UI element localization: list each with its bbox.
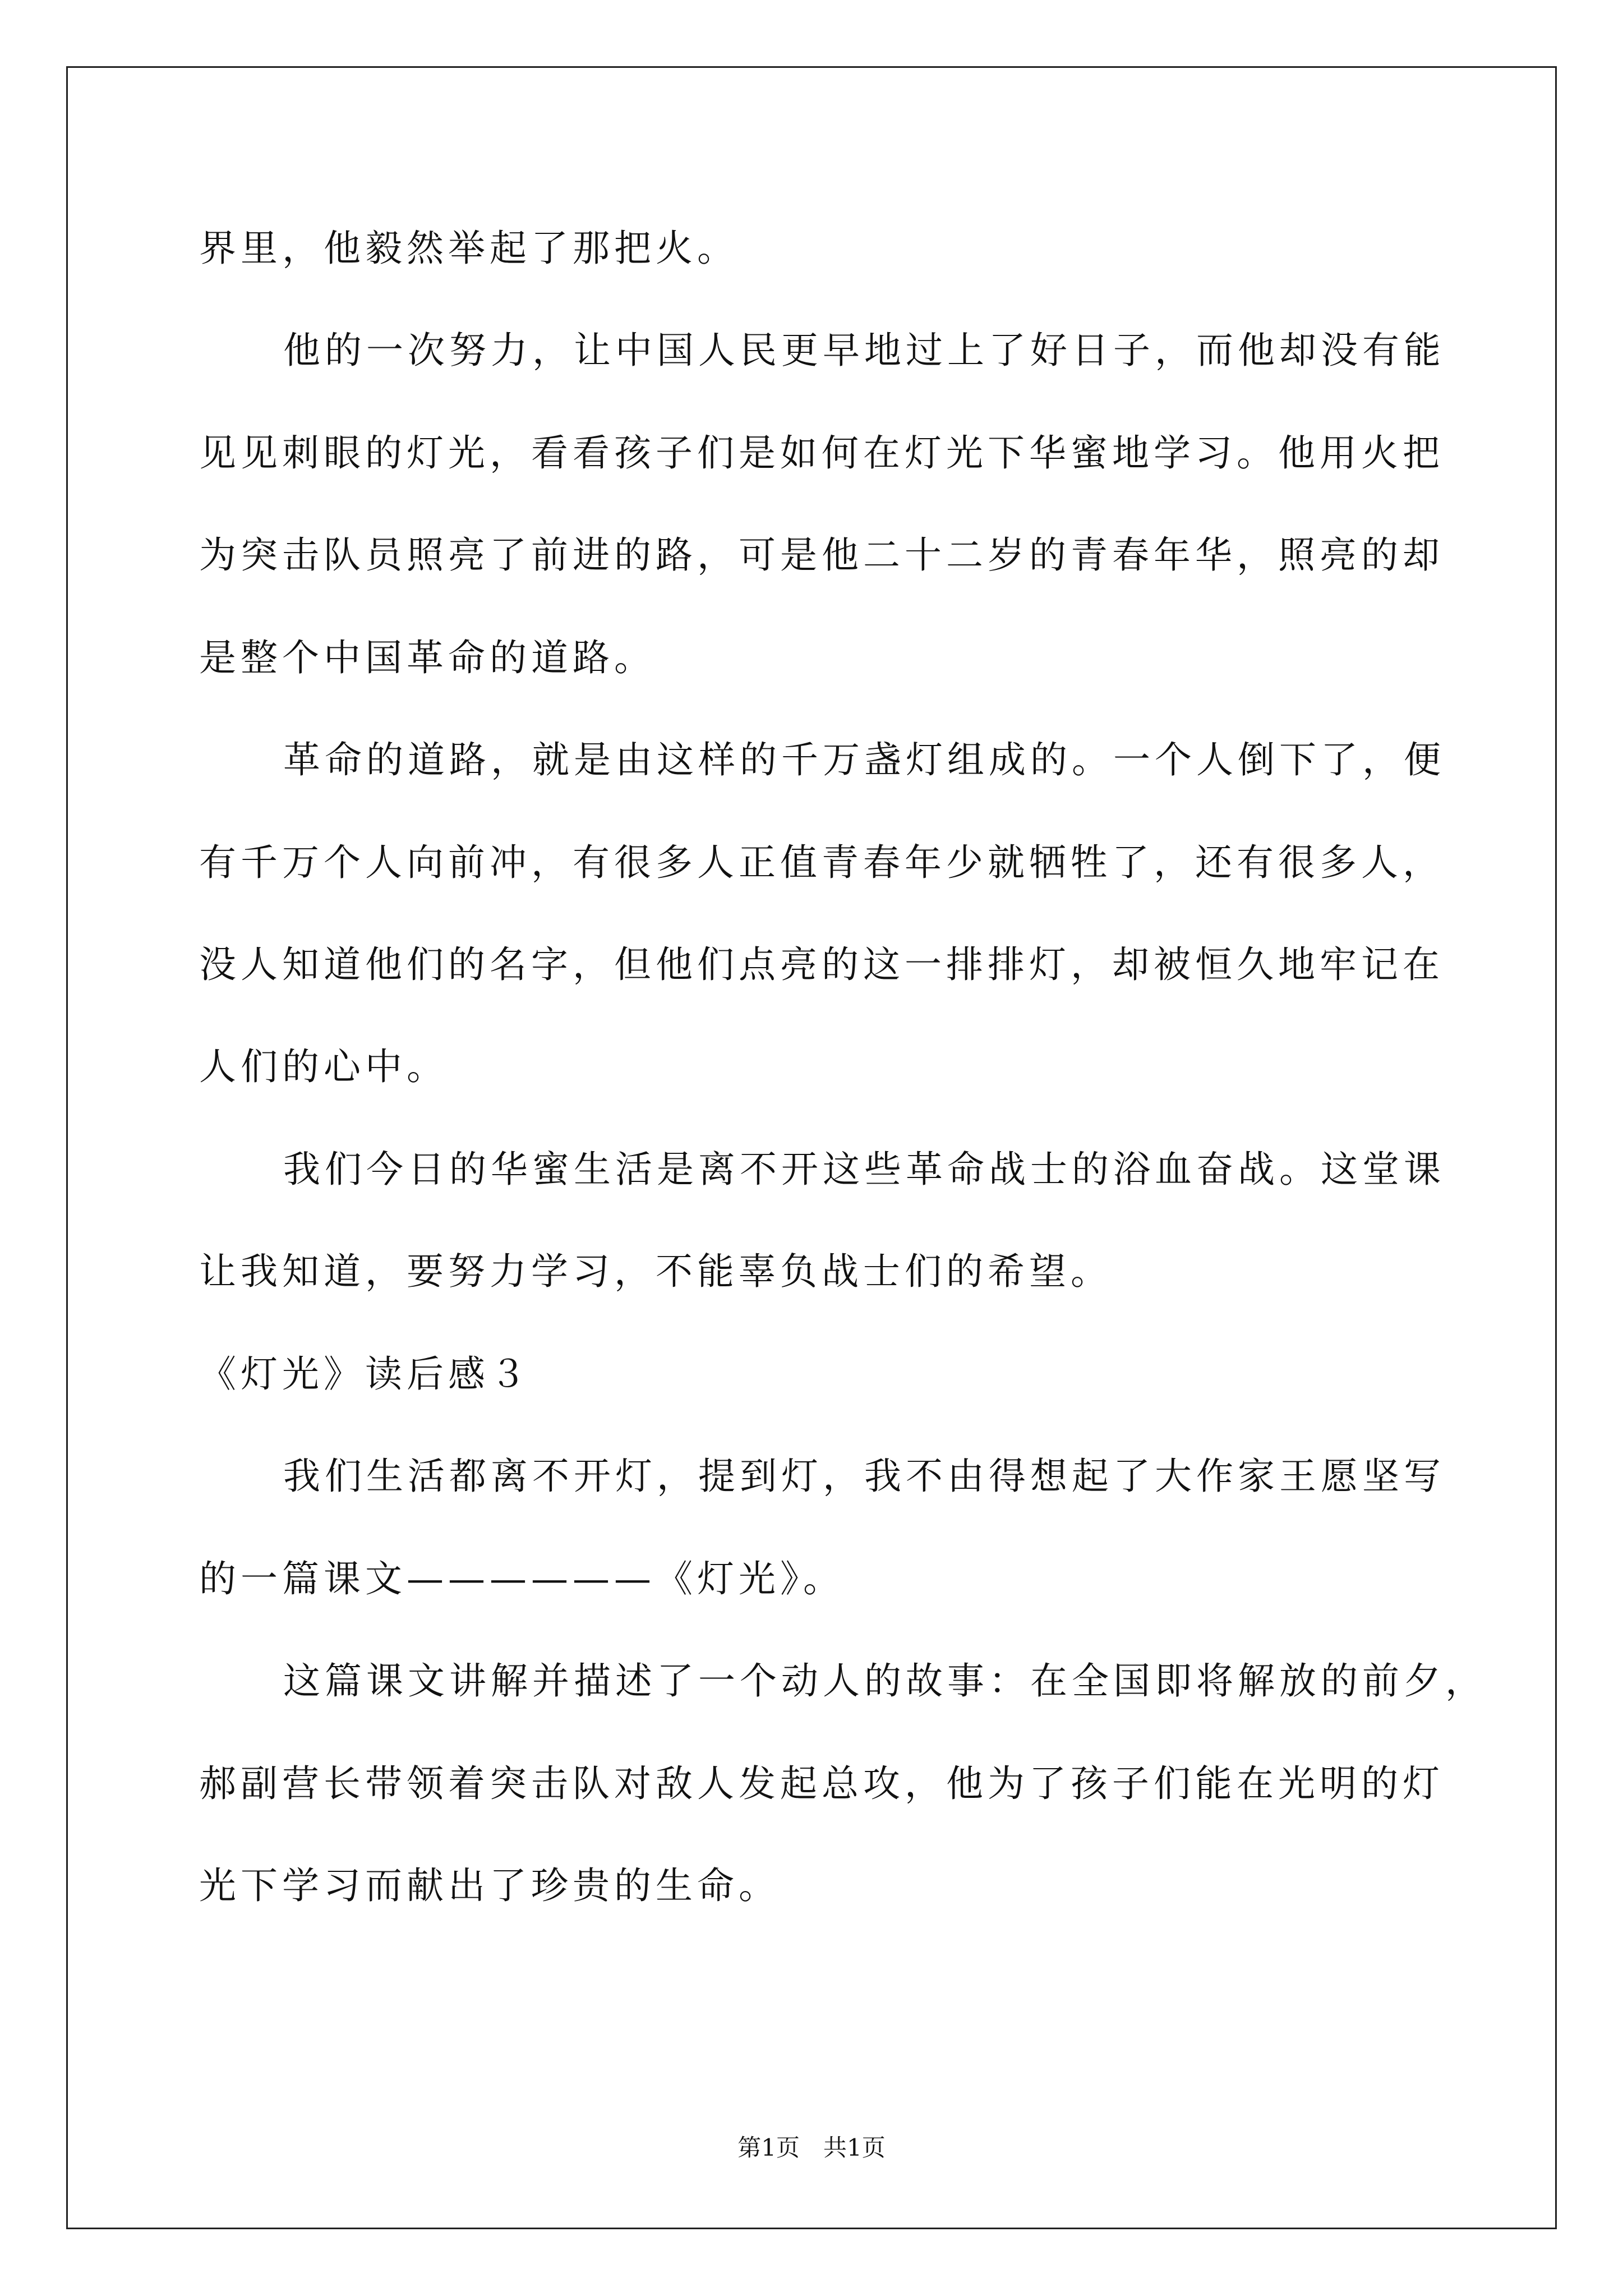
paragraph-start-line: 他的一次努力，让中国人民更早地过上了好日子，而他却没有能	[283, 329, 1445, 372]
text-line: 的一篇课文——————《灯光》。	[199, 1557, 845, 1600]
text-line: 为突击队员照亮了前进的路，可是他二十二岁的青春年华，照亮的却	[199, 533, 1444, 577]
text-line: 人们的心中。	[199, 1045, 448, 1088]
text-line: 光下学习而献出了珍贵的生命。	[199, 1864, 780, 1907]
paragraph-start-line: 我们生活都离不开灯，提到灯，我不由得想起了大作家王愿坚写	[283, 1455, 1445, 1498]
text-line: 有千万个人向前冲，有很多人正值青春年少就牺牲了，还有很多人，	[199, 841, 1444, 884]
text-line: 郝副营长带领着突击队对敌人发起总攻，他为了孩子们能在光明的灯	[199, 1762, 1444, 1805]
section-heading: 《灯光》读后感３	[199, 1352, 531, 1396]
page-number-footer: 第1页 共1页	[737, 2134, 886, 2161]
paragraph-start-line: 革命的道路，就是由这样的千万盏灯组成的。一个人倒下了，便	[283, 738, 1445, 781]
text-line: 界里，他毅然举起了那把火。	[199, 227, 739, 270]
text-line: 让我知道，要努力学习，不能辜负战士们的希望。	[199, 1250, 1112, 1293]
text-line: 是整个中国革命的道路。	[199, 636, 656, 679]
paragraph-start-line: 这篇课文讲解并描述了一个动人的故事：在全国即将解放的前夕，	[283, 1659, 1487, 1703]
text-line: 没人知道他们的名字，但他们点亮的这一排排灯，却被恒久地牢记在	[199, 943, 1444, 986]
paragraph-start-line: 我们今日的华蜜生活是离不开这些革命战士的浴血奋战。这堂课	[283, 1148, 1445, 1191]
text-line: 见见刺眼的灯光，看看孩子们是如何在灯光下华蜜地学习。他用火把	[199, 431, 1444, 475]
